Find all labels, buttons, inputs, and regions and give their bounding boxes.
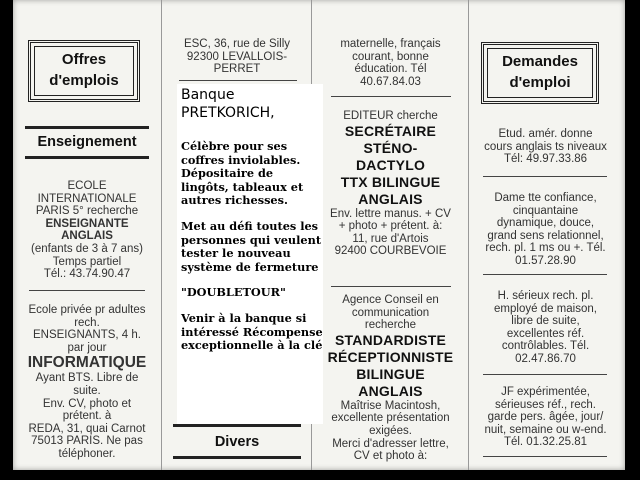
ad-line: éducation. Tél — [354, 63, 427, 76]
bank-notice-paragraph: Venir à la banque si intéressé Récompense exceptionnelle à la clé — [181, 310, 323, 353]
section-rule — [25, 126, 149, 129]
section-rule — [173, 456, 301, 459]
ad-h-serieux — [473, 290, 618, 366]
ad-line: Merci d'adresser lettre, — [332, 437, 449, 450]
ad-line: INFORMATIQUE — [27, 354, 147, 372]
ad-line: 01.57.28.90 — [515, 254, 576, 267]
ad-line: ENSEIGNANTS, 4 h. — [32, 329, 141, 342]
bank-notice-title — [181, 86, 323, 122]
section-rule — [173, 424, 301, 427]
ad-separator — [29, 290, 145, 291]
header-line: d'emplois — [49, 72, 119, 89]
ad-line: (enfants de 3 à 7 ans) — [31, 242, 143, 255]
ad-line: ENSEIGNANTE — [45, 217, 129, 230]
ad-line: STÉNO- — [363, 139, 418, 156]
ad-line: maternelle, français — [340, 38, 441, 50]
ad-line: Dame tte confiance, — [494, 192, 597, 204]
ad-line: INTERNATIONALE — [37, 192, 137, 205]
bank-name-line: PRETKORICH, — [181, 105, 275, 121]
section-rule — [25, 156, 149, 159]
ad-jf-experimentee — [473, 386, 618, 449]
ad-line: excellentes réf. — [506, 327, 585, 340]
ad-etud-amer — [473, 128, 618, 166]
ad-line: dynamique, douce, — [496, 217, 595, 230]
ad-line: cours anglais ts niveaux — [484, 140, 607, 153]
ad-line: BILINGUE — [356, 365, 425, 382]
ad-line: ECOLE — [67, 180, 107, 192]
ad-line: cinquantaine — [512, 204, 579, 217]
bank-notice-overlay — [177, 84, 323, 424]
ad-line: SECRÉTAIRE — [344, 122, 437, 139]
ad-line: Ayant BTS. Libre de — [35, 372, 139, 385]
ad-line: grand sens relationnel, — [487, 229, 604, 242]
ad-maternelle — [318, 38, 463, 88]
ad-line: ANGLAIS — [61, 230, 113, 243]
ad-line: Tél: 49.97.33.86 — [503, 153, 588, 166]
ad-line: CV et photo à: — [353, 450, 428, 463]
ad-separator — [483, 374, 607, 375]
header-line: d'emploi — [509, 74, 571, 91]
ad-line: contrôlables. Tél. — [501, 340, 590, 353]
ad-line: nuit, semaine ou w-end. — [484, 423, 607, 436]
ad-line: RÉCEPTIONNISTE — [327, 348, 454, 365]
ad-line: Maîtrise Macintosh, — [340, 399, 441, 412]
ad-separator — [331, 286, 451, 287]
ad-line: par jour — [67, 341, 107, 354]
ad-line: courant, bonne — [352, 50, 429, 63]
ad-line: rech. — [74, 316, 100, 329]
ad-editeur — [318, 110, 463, 258]
ad-separator — [179, 80, 297, 81]
bank-name-line: Banque — [181, 87, 235, 103]
bank-notice-lock-name: "DOUBLETOUR" — [181, 285, 286, 300]
ad-line: Tél.: 43.74.90.47 — [43, 268, 131, 281]
ad-separator — [483, 456, 607, 457]
section-title-enseignement: Enseignement — [37, 134, 137, 150]
ad-line: 92400 COURBEVOIE — [334, 245, 447, 258]
ad-separator — [331, 96, 451, 97]
ad-line: Etud. amér. donne — [498, 128, 593, 140]
ad-line: communication — [351, 306, 430, 319]
ad-line: Tél. 01.32.25.81 — [503, 436, 588, 449]
ad-line: libre de suite, — [511, 315, 580, 328]
ad-line: JF expérimentée, — [501, 386, 590, 398]
ad-line: 75013 PARIS. Ne pas — [31, 435, 143, 448]
ad-line: Ecole privée pr adultes — [28, 304, 146, 316]
ad-line: DACTYLO — [355, 156, 426, 173]
bank-notice-paragraph: Célèbre pour ses coffres inviolables. Dépositaire de lingôts, tableaux et autres richesses. — [181, 139, 304, 208]
ad-line: ANGLAIS — [358, 382, 423, 399]
ad-line: EDITEUR cherche — [343, 110, 438, 122]
ad-line: recherche — [364, 319, 417, 332]
ad-separator — [483, 176, 607, 177]
ad-separator — [483, 274, 607, 275]
ad-line: employé de maison, — [494, 302, 597, 315]
ad-ecole-privee — [21, 304, 153, 461]
ad-line: 11, rue d'Artois — [352, 232, 429, 245]
ad-line: PARIS 5° recherche — [35, 205, 139, 218]
header-line: Offres — [61, 51, 107, 68]
ad-line: STANDARDISTE — [334, 331, 447, 348]
ad-line: rech. pl. 1 ms ou +. Tél. — [485, 242, 606, 255]
ad-dame-confiance — [473, 192, 618, 268]
ad-line: 40.67.84.03 — [360, 75, 421, 88]
offres-emplois-header — [28, 40, 140, 102]
ad-line: ANGLAIS — [358, 190, 423, 207]
demandes-emploi-header — [481, 42, 599, 104]
ad-esc-levallois — [171, 38, 303, 76]
ad-line: TTX BILINGUE — [340, 173, 441, 190]
ad-line: Temps partiel — [52, 255, 122, 268]
ad-line: excellente présentation — [331, 412, 450, 425]
ad-line: H. sérieux rech. pl. — [497, 290, 594, 302]
ad-line: 92300 LEVALLOIS- — [186, 50, 288, 63]
ad-line: Env. lettre manus. + CV — [330, 207, 451, 220]
ad-line: + photo + prétent. à: — [338, 220, 443, 233]
ad-ecole-internationale — [23, 180, 151, 281]
header-line: Demandes — [502, 53, 578, 70]
ad-line: ESC, 36, rue de Silly — [183, 38, 291, 50]
newspaper-page — [13, 0, 625, 470]
column-rule — [468, 0, 469, 470]
ad-line: suite. — [73, 384, 101, 397]
ad-line: Agence Conseil en — [342, 294, 439, 306]
ad-line: prétent. à — [62, 410, 112, 423]
ad-line: Env. CV, photo et — [42, 397, 132, 410]
ad-line: exigées. — [369, 424, 412, 437]
ad-line: 02.47.86.70 — [515, 352, 576, 365]
column-rule — [161, 0, 162, 470]
ad-line: téléphoner. — [58, 447, 116, 460]
ad-line: PERRET — [213, 63, 261, 76]
bank-notice-paragraph: Met au défi toutes les personnes qui veulent tester le nouveau système de fermeture — [181, 218, 322, 274]
section-title-divers: Divers — [214, 434, 260, 450]
ad-line: sérieuses réf., rech. — [495, 398, 596, 411]
ad-agence-conseil — [318, 294, 463, 463]
ad-line: garde pers. âgée, jour/ — [487, 411, 604, 424]
ad-line: REDA, 31, quai Carnot — [28, 422, 146, 435]
